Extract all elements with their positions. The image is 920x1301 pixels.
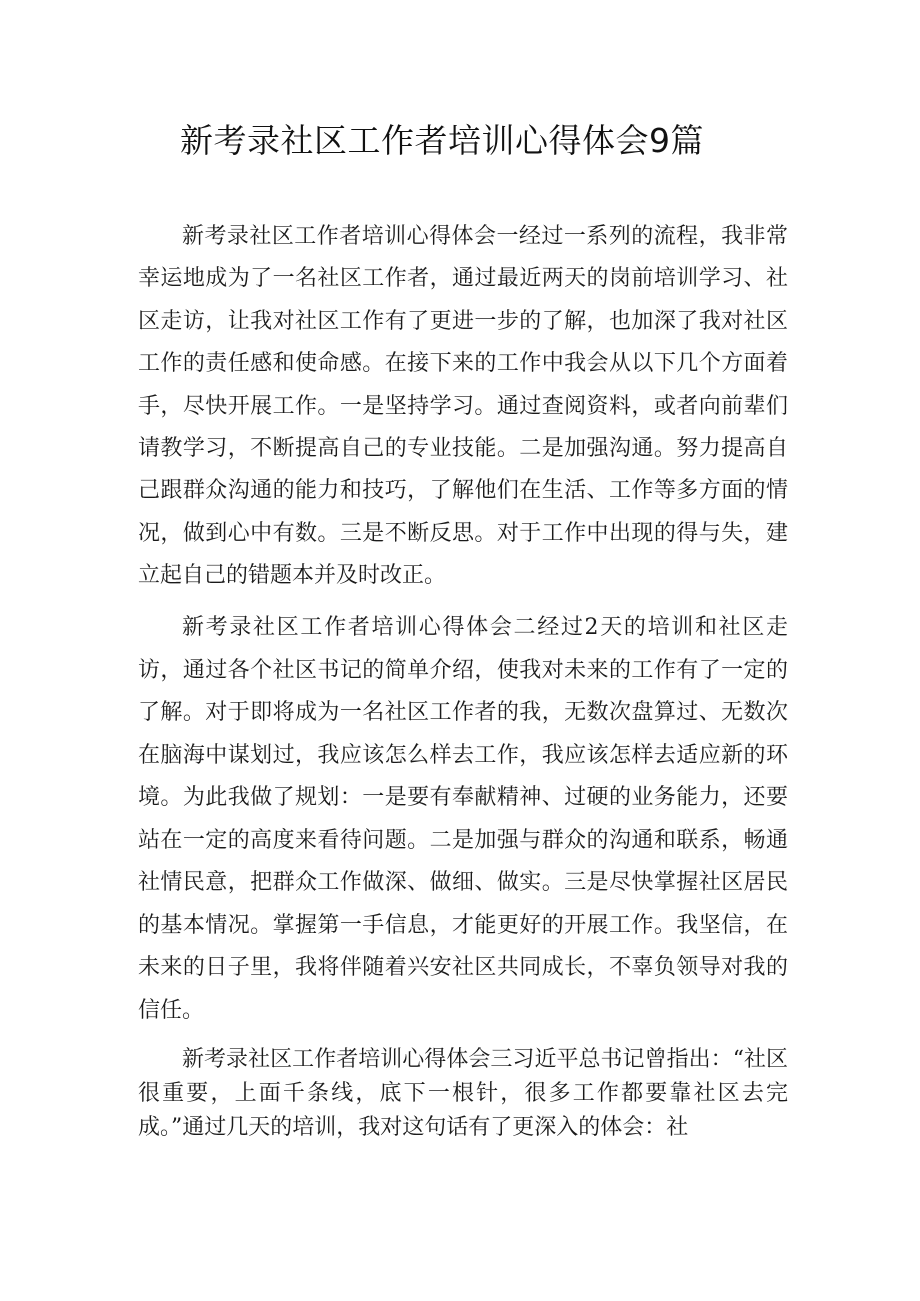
paragraph-3: 新考录社区工作者培训心得体会三习近平总书记曾指出：“社区很重要，上面千条线，底下一根针，很多工作都要靠社区去完成。”通过几天的培训，我对这句话有了更深入的体会：社 xyxy=(138,1047,788,1140)
paragraph-1: 新考录社区工作者培训心得体会一经过一系列的流程，我非常幸运地成为了一名社区工作者，通过最近两天的岗前培训学习、社区走访，让我对社区工作有了更进一步的了解，也加深了我对社区工作的责任感和使命感。在接下来的工作中我会从以下几个方面着手，尽快开展工作。一是坚持学习。通过查阅资料，或者向前辈们请教学习，不断提高自己的专业技能。二是加强沟通。努力提高自己跟群众沟通的能力和技巧，了解他们在生活、工作等多方面的情况，做到心中有数。三是不断反思。对于工作中出现的得与失，建立起自己的错题本并及时改正。 xyxy=(138,224,788,589)
paragraph-2: 新考录社区工作者培训心得体会二经过2天的培训和社区走访，通过各个社区书记的简单介绍，使我对未来的工作有了一定的了解。对于即将成为一名社区工作者的我，无数次盘算过、无数次在脑海中谋划过，我应该怎么样去工作，我应该怎样去适应新的环境。为此我做了规划：一是要有奉献精神、过硬的业务能力，还要站在一定的高度来看待问题。二是加强与群众的沟通和联系，畅通社情民意，把群众工作做深、做细、做实。三是尽快掌握社区居民的基本情况。掌握第一手信息，才能更好的开展工作。我坚信，在未来的日子里，我将伴随着兴安社区共同成长，不辜负领导对我的信任。 xyxy=(138,615,788,1023)
document-title: 新考录社区工作者培训心得体会9篇 xyxy=(180,121,704,160)
